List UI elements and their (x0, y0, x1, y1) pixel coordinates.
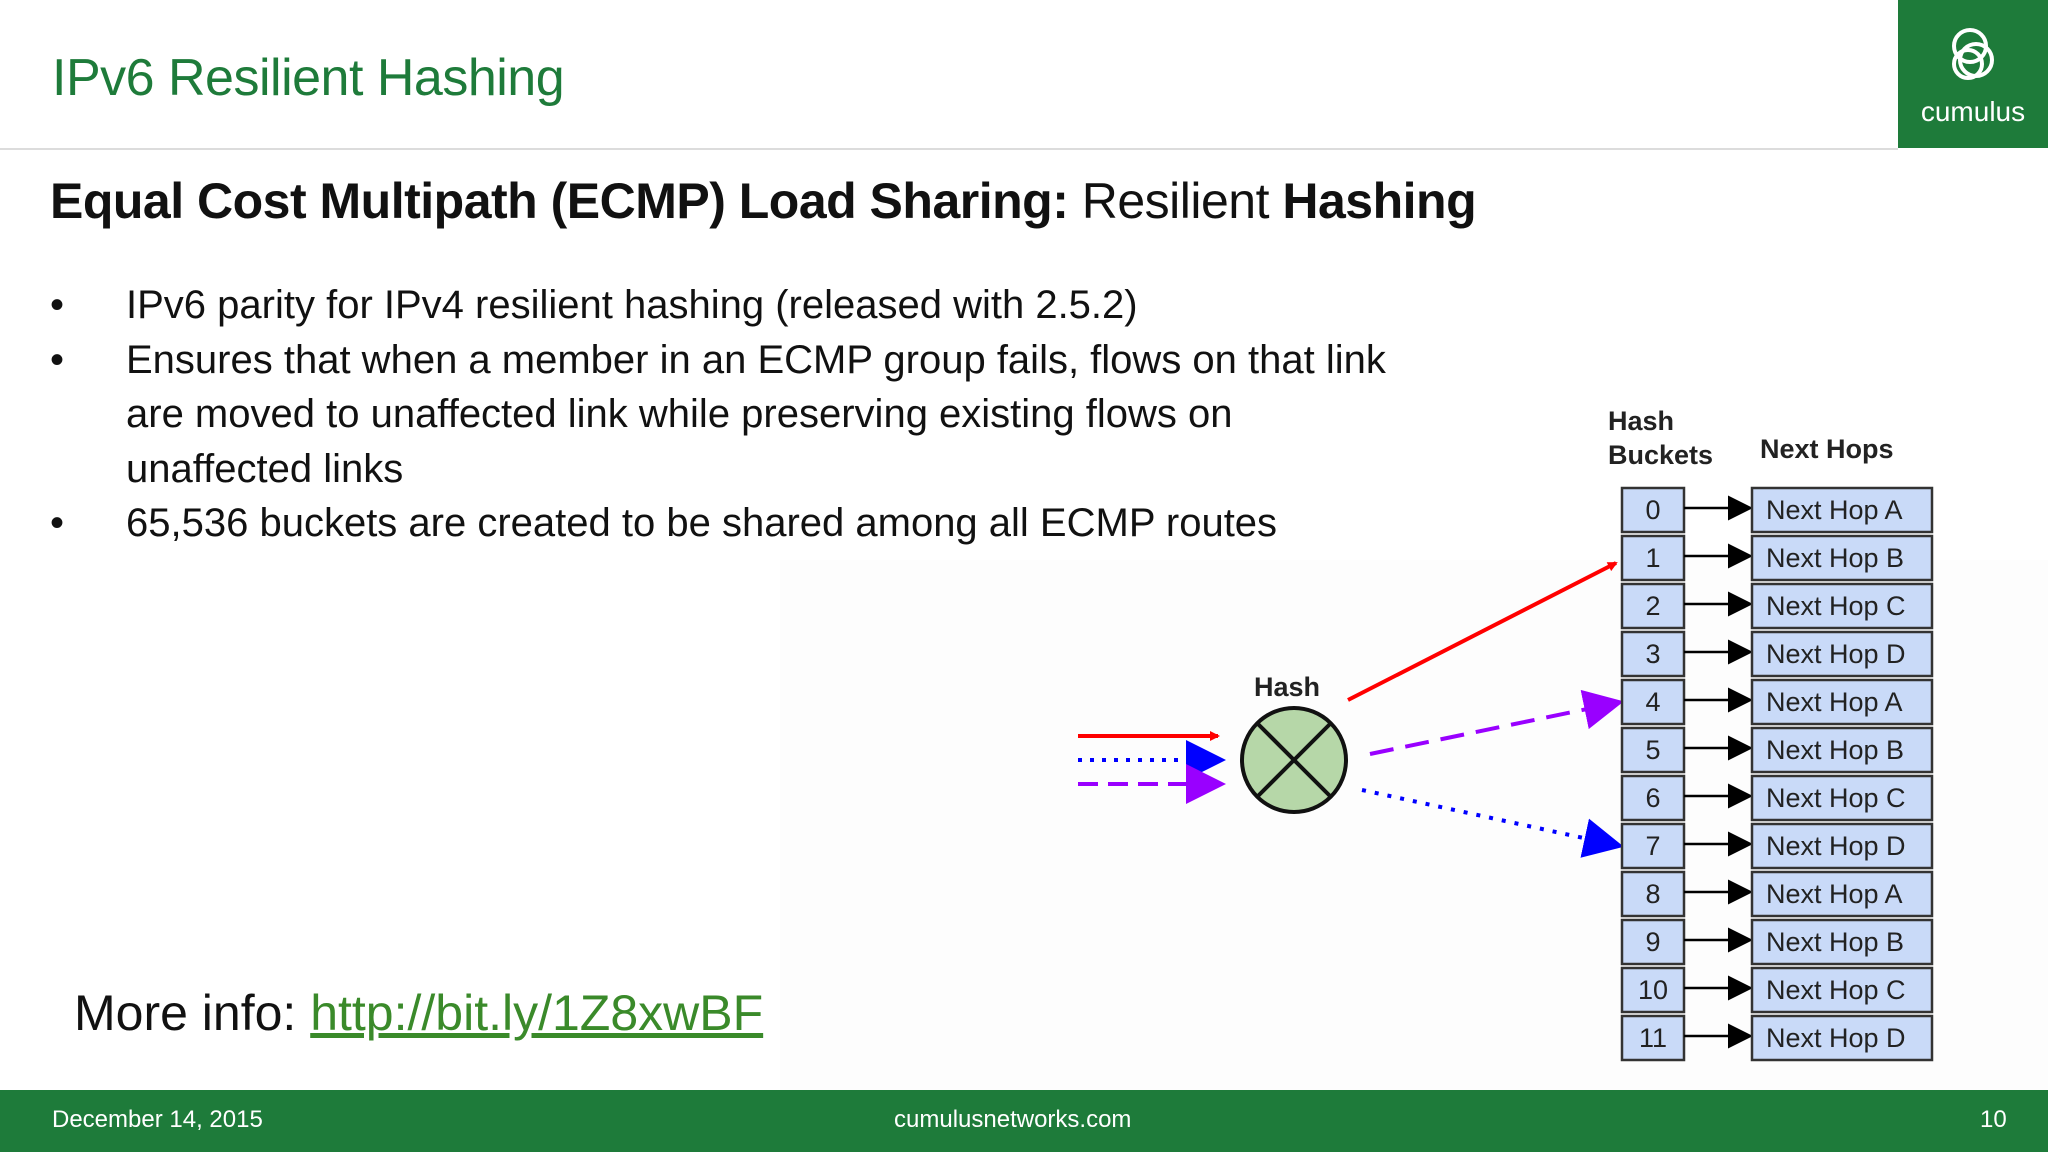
footer-date: December 14, 2015 (52, 1106, 263, 1133)
bullet-text: IPv6 parity for IPv4 resilient hashing (released with 2.5.2) (126, 283, 1138, 327)
next-hop-label: Next Hop A (1766, 687, 1903, 717)
bucket-row (1622, 584, 1932, 628)
bucket-number: 4 (1645, 687, 1661, 717)
page-number: 10 (1980, 1106, 2007, 1133)
bullet-text: Ensures that when a member in an ECMP group fails, flows on that link are moved to unaffected link while preserving existing flows on unaffected links (126, 337, 1386, 491)
next-hop-label: Next Hop D (1766, 831, 1906, 861)
bucket-number: 0 (1645, 495, 1661, 525)
buckets-header-line1: Hash (1608, 406, 1675, 436)
next-hop-label: Next Hop C (1766, 783, 1906, 813)
outgoing-flow-purple (1370, 703, 1616, 754)
next-hop-label: Next Hop D (1766, 639, 1906, 669)
bucket-number: 1 (1645, 543, 1661, 573)
footer-bar (0, 1090, 2048, 1152)
bucket-number: 8 (1645, 879, 1661, 909)
bucket-number: 10 (1637, 975, 1669, 1005)
bucket-number: 11 (1638, 1023, 1668, 1053)
bucket-number: 3 (1645, 639, 1661, 669)
bucket-row (1622, 968, 1932, 1012)
next-hop-label: Next Hop B (1766, 927, 1905, 957)
next-hop-label: Next Hop C (1766, 975, 1906, 1005)
next-hop-label: Next Hop C (1766, 591, 1906, 621)
bucket-number: 6 (1645, 783, 1661, 813)
subtitle-part2: Resilient (1068, 173, 1283, 229)
bucket-table (1622, 488, 1932, 1060)
more-info-link[interactable]: http://bit.ly/1Z8xwBF (310, 985, 764, 1041)
bucket-row (1622, 872, 1932, 916)
outgoing-flow-blue (1362, 790, 1616, 845)
bucket-row (1622, 1016, 1932, 1060)
bucket-row (1622, 728, 1932, 772)
bucket-row (1622, 488, 1932, 532)
subtitle-part3: Hashing (1282, 173, 1477, 229)
bucket-number: 2 (1645, 591, 1661, 621)
next-hop-label: Next Hop A (1766, 879, 1903, 909)
slide-title: IPv6 Resilient Hashing (52, 49, 565, 107)
bucket-row (1622, 680, 1932, 724)
hash-label: Hash (1254, 672, 1321, 702)
outgoing-flow-red (1348, 563, 1616, 700)
bullet-dot: • (50, 337, 65, 382)
more-info (74, 984, 763, 1042)
bucket-row (1622, 536, 1932, 580)
bullet-dot: • (50, 283, 65, 327)
buckets-header-line2: Buckets (1608, 440, 1714, 470)
hash-function-icon (1242, 708, 1346, 812)
next-hop-label: Next Hop A (1766, 495, 1903, 525)
bucket-number: 7 (1645, 831, 1661, 861)
logo-text: cumulus (1920, 96, 2026, 127)
bucket-row (1622, 824, 1932, 868)
next-hop-label: Next Hop B (1766, 735, 1905, 765)
next-hop-label: Next Hop B (1766, 543, 1905, 573)
bucket-number: 5 (1645, 735, 1661, 765)
subtitle-part1: Equal Cost Multipath (ECMP) Load Sharing: (50, 173, 1069, 229)
footer-site: cumulusnetworks.com (894, 1106, 1132, 1133)
bucket-row (1622, 632, 1932, 676)
bucket-number: 9 (1645, 927, 1661, 957)
more-info-label: More info: (74, 985, 311, 1041)
next-hops-header: Next Hops (1760, 434, 1894, 464)
bullet-text: 65,536 buckets are created to be shared among all ECMP routes (126, 501, 1278, 545)
bucket-row (1622, 920, 1932, 964)
bullet-dot: • (50, 501, 65, 545)
next-hop-label: Next Hop D (1766, 1023, 1906, 1053)
bucket-row (1622, 776, 1932, 820)
